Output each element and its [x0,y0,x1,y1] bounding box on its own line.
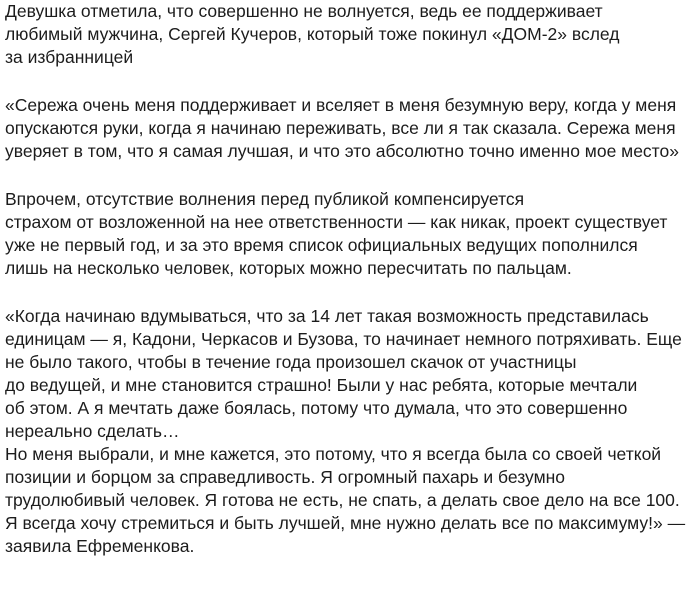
paragraph-spacer [5,280,695,305]
text-line: единицам — я, Кадони, Черкасов и Бузова, то начинает немного потряхивать. Еще [5,329,682,349]
paragraph-responsibility [5,188,695,280]
paragraph-quote-efremenkova [5,305,695,558]
text-line: «Когда начинаю вдумываться, что за 14 лет такая возможность представилась [5,306,649,326]
paragraph-quote-sergey [5,94,695,163]
text-line: не было такого, чтобы в течение года произошел скачок от участницы [5,352,577,372]
paragraph-intro [5,0,695,69]
text-line: страхом от возложенной на нее ответственности — как никак, проект существует [5,212,668,232]
text-line: позиции и борцом за справедливость. Я огромный пахарь и безумно [5,467,566,487]
text-line: до ведущей, и мне становится страшно! Были у нас ребята, которые мечтали [5,375,638,395]
text-line: опускаются руки, когда я начинаю переживать, все ли я так сказала. Сережа меня [5,118,676,138]
text-line: лишь на несколько человек, которых можно пересчитать по пальцам. [5,258,572,278]
text-line: трудолюбивый человек. Я готова не есть, не спать, а делать свое дело на все 100. [5,490,680,510]
text-line: нереально сделать… [5,421,180,441]
paragraph-spacer [5,69,695,94]
text-line: об этом. А я мечтать даже боялась, потому что думала, что это совершенно [5,398,628,418]
text-line: Я всегда хочу стремиться и быть лучшей, мне нужно делать все по максимуму!» — [5,513,686,533]
text-line: за избранницей [5,47,134,67]
text-line: «Сережа очень меня поддерживает и вселяет в меня безумную веру, когда у меня [5,95,677,115]
paragraph-spacer [5,163,695,188]
text-line: уверяет в том, что я самая лучшая, и что это абсолютно точно именно мое место» [5,141,679,161]
text-line: Впрочем, отсутствие волнения перед публикой компенсируется [5,189,525,209]
text-line: Девушка отметила, что совершенно не волнуется, ведь ее поддерживает [5,1,603,21]
text-line: Но меня выбрали, и мне кажется, это потому, что я всегда была со своей четкой [5,444,662,464]
text-line: уже не первый год, и за это время список официальных ведущих пополнился [5,235,638,255]
text-line: заявила Ефременкова. [5,536,195,556]
article-body [5,0,695,558]
text-line: любимый мужчина, Сергей Кучеров, который тоже покинул «ДОМ-2» вслед [5,24,620,44]
